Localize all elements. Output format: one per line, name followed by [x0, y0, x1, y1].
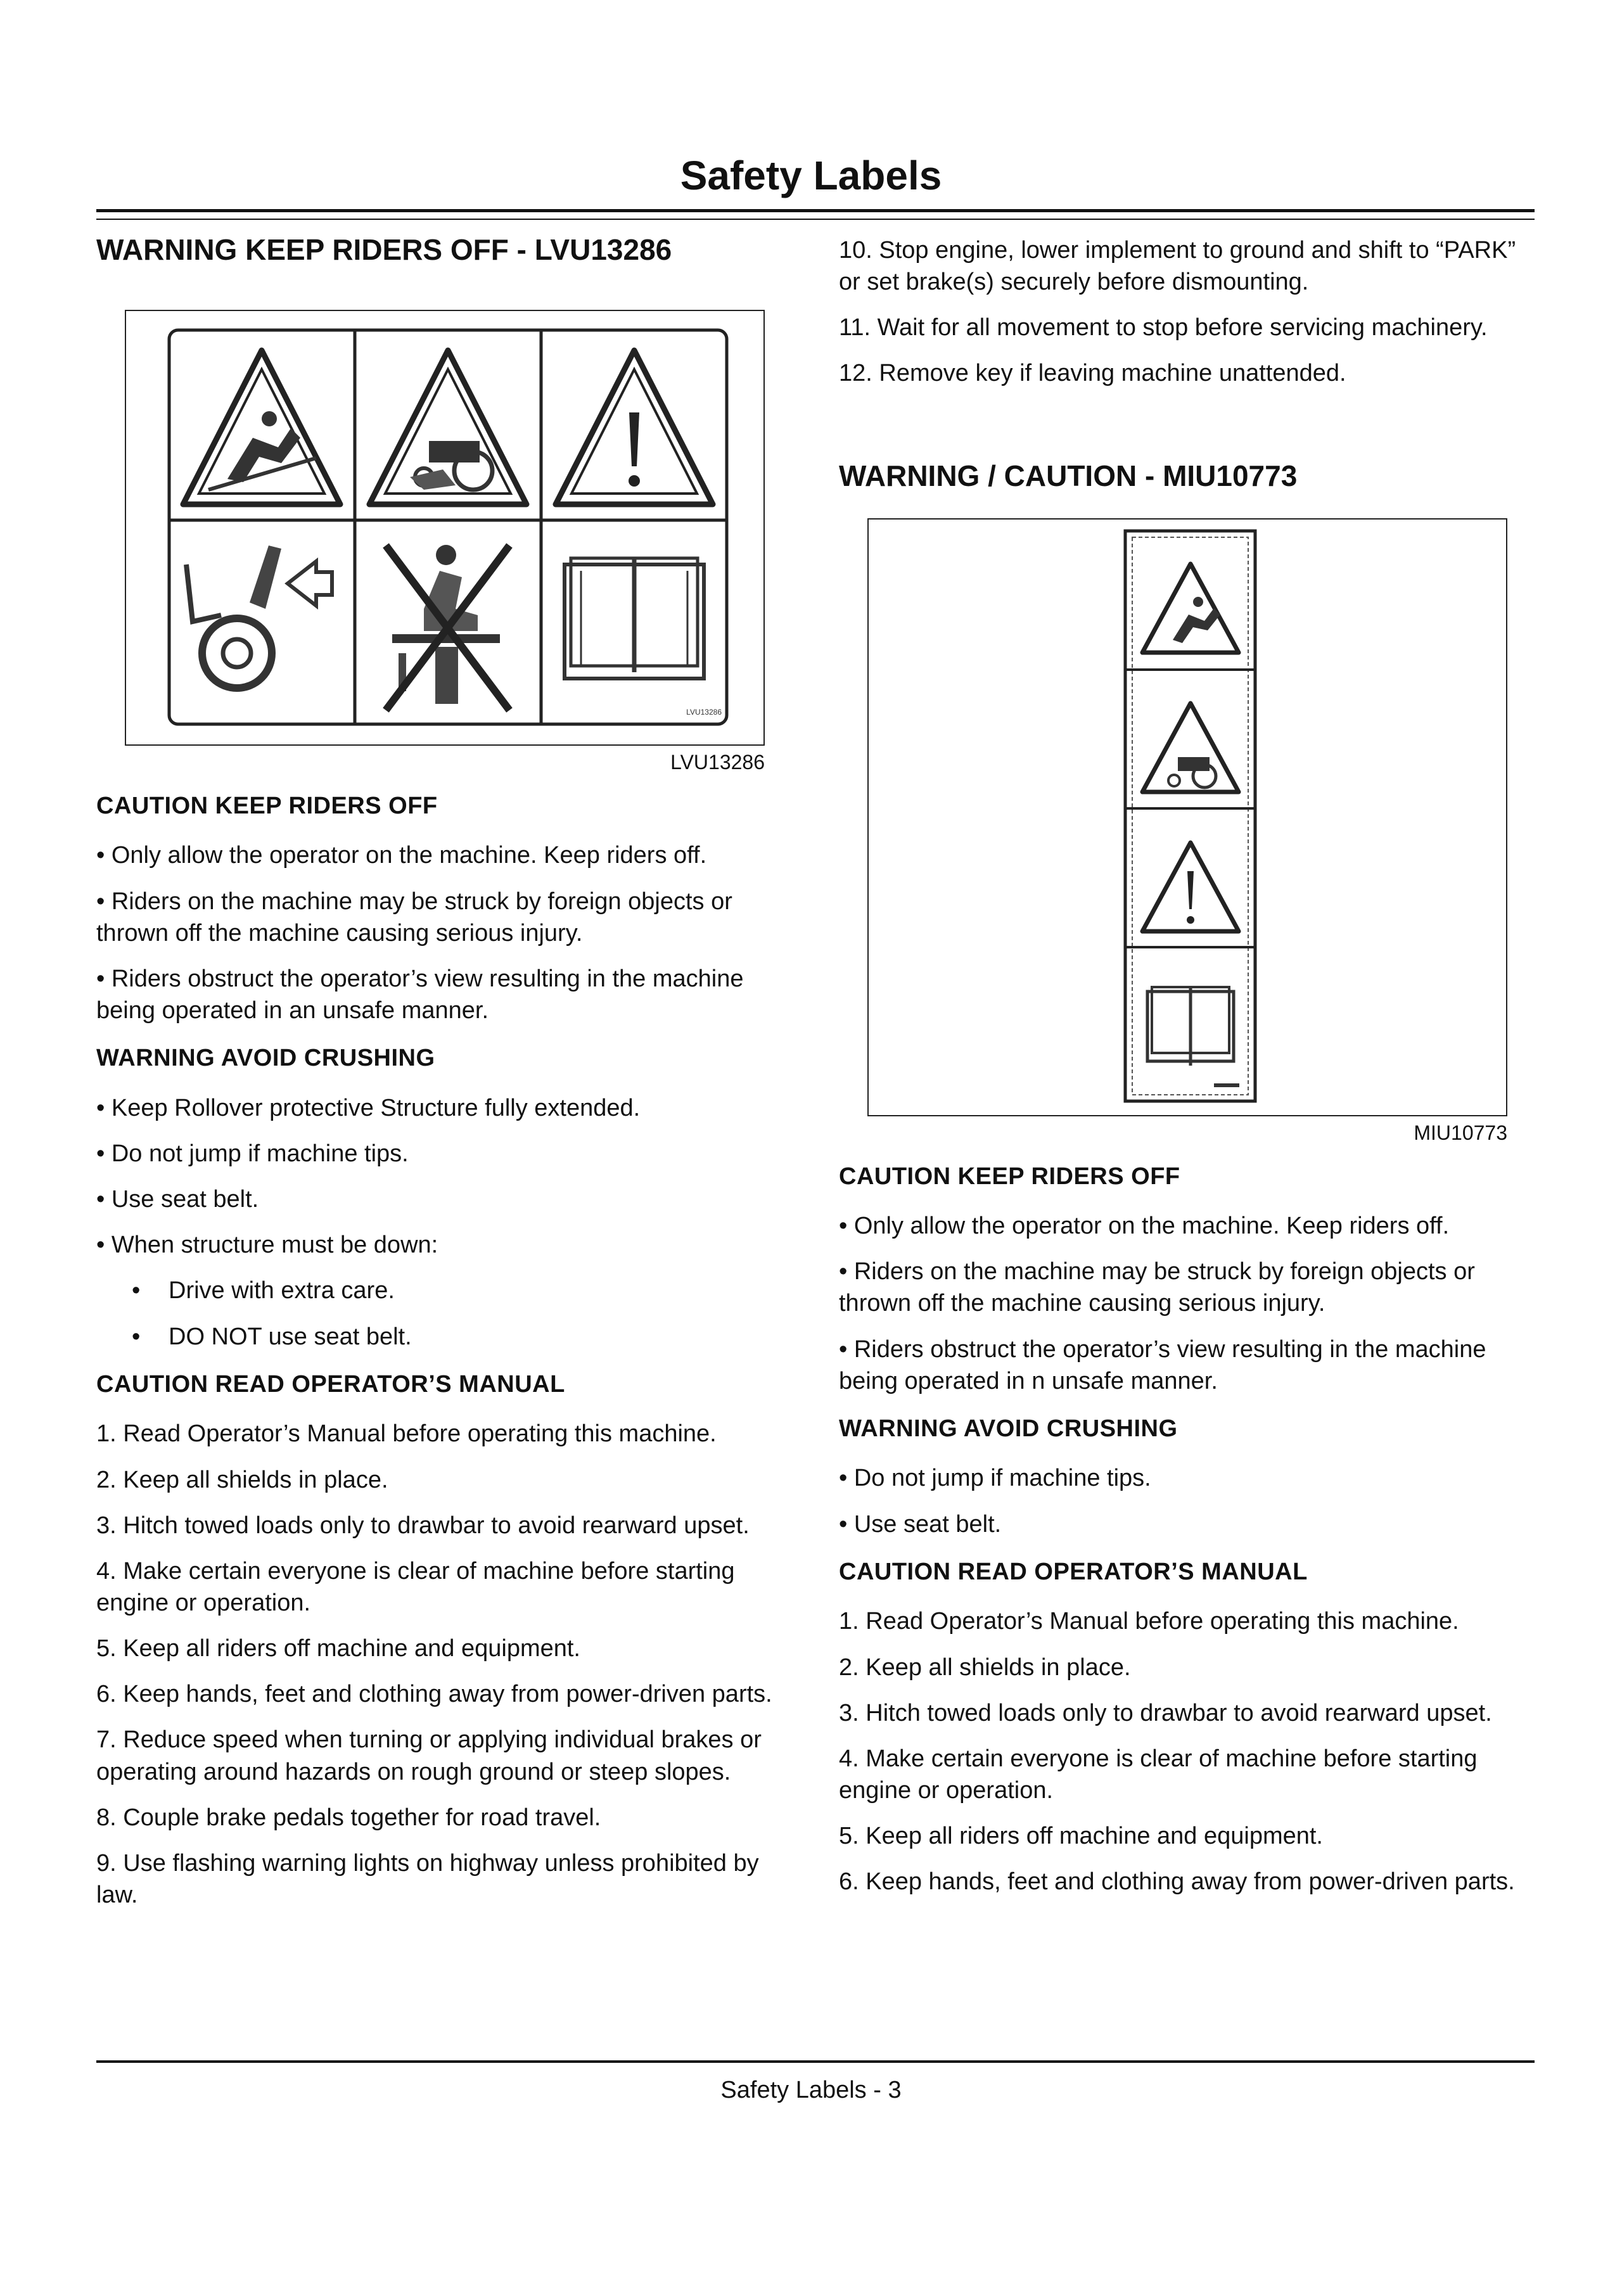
right-column — [839, 234, 1542, 1911]
right-line: 11. Wait for all movement to stop before servicing machinery. — [839, 314, 1488, 341]
left-line: 6. Keep hands, feet and clothing away from power-driven parts. — [96, 1681, 772, 1708]
left-section-title: CAUTION KEEP RIDERS OFF — [96, 792, 438, 819]
lvu13286-decal-illustration — [126, 311, 763, 744]
right-heading: WARNING / CAUTION - MIU10773 — [839, 459, 1298, 492]
left-line: 5. Keep all riders off machine and equipment. — [96, 1635, 580, 1662]
exclamation-warning-icon — [556, 350, 713, 504]
right-line: 1. Read Operator’s Manual before operating this machine. — [839, 1608, 1459, 1635]
left-heading: WARNING KEEP RIDERS OFF - LVU13286 — [96, 233, 672, 266]
operator-manual-book-icon — [1147, 987, 1234, 1066]
rollover-structure-icon — [186, 545, 332, 688]
right-line: • Use seat belt. — [839, 1510, 1002, 1538]
left-section-title: WARNING AVOID CRUSHING — [96, 1045, 435, 1072]
right-line: 2. Keep all shields in place. — [839, 1654, 1131, 1681]
right-line: 10. Stop engine, lower implement to ground and shift to “PARK” or set brake(s) securely before dismounting. — [839, 237, 1516, 296]
right-line: 6. Keep hands, feet and clothing away from power-driven parts. — [839, 1868, 1515, 1896]
right-line: • Only allow the operator on the machine. Keep riders off. — [839, 1213, 1450, 1240]
left-line: • Use seat belt. — [96, 1186, 259, 1213]
left-line: 9. Use flashing warning lights on highway unless prohibited by law. — [96, 1849, 759, 1909]
left-line: • Do not jump if machine tips. — [96, 1140, 409, 1168]
left-section-manual — [96, 1370, 800, 1911]
right-line: 4. Make certain everyone is clear of machine before starting engine or operation. — [839, 1745, 1478, 1804]
left-section-riders — [96, 792, 800, 1026]
miu10773-decal-illustration — [869, 520, 1506, 1115]
left-line: • Only allow the operator on the machine. Keep riders off. — [96, 842, 707, 869]
left-line: 8. Couple brake pedals together for road travel. — [96, 1804, 601, 1831]
page-title: Safety Labels — [680, 153, 942, 198]
runover-warning-icon — [1142, 703, 1239, 792]
right-line: • Riders on the machine may be struck by foreign objects or thrown off the machine causing serious injury. — [839, 1258, 1475, 1317]
lvu13286-figure — [125, 310, 765, 774]
right-section-title: WARNING AVOID CRUSHING — [839, 1415, 1178, 1442]
right-line: • Riders obstruct the operator’s view resulting in the machine being operated in n unsafe manner. — [839, 1336, 1486, 1394]
rider-fall-warning-icon — [1142, 564, 1239, 653]
left-column — [96, 233, 800, 1925]
left-line: 7. Reduce speed when turning or applying individual brakes or operating around hazards on rough ground or steep slopes. — [96, 1726, 762, 1785]
right-section-crushing — [839, 1415, 1542, 1540]
title-rule-thin — [96, 219, 1535, 220]
right-section-riders — [839, 1163, 1542, 1397]
right-section-title: CAUTION KEEP RIDERS OFF — [839, 1163, 1180, 1190]
miu10773-caption: MIU10773 — [1414, 1121, 1507, 1144]
miu10773-figure — [867, 518, 1507, 1145]
lvu13286-tag: LVU13286 — [686, 707, 722, 717]
footer-rule — [96, 2060, 1535, 2063]
exclamation-warning-icon — [1142, 843, 1239, 931]
page-footer: Safety Labels - 3 — [720, 2077, 902, 2103]
left-subbullet: • Drive with extra care. — [132, 1277, 395, 1304]
right-line: 12. Remove key if leaving machine unattended. — [839, 360, 1346, 387]
miu10773-label-image — [867, 518, 1507, 1116]
left-line: • When structure must be down: — [96, 1232, 438, 1259]
left-line: 3. Hitch towed loads only to drawbar to avoid rearward upset. — [96, 1512, 750, 1539]
lvu13286-label-image — [125, 310, 765, 746]
left-line: 2. Keep all shields in place. — [96, 1466, 388, 1493]
left-line: • Riders on the machine may be struck by foreign objects or thrown off the machine causing serious injury. — [96, 888, 732, 947]
operator-manual-book-icon — [565, 558, 704, 679]
left-line: • Riders obstruct the operator’s view resulting in the machine being operated in an unsafe manner. — [96, 965, 744, 1024]
left-section-title: CAUTION READ OPERATOR’S MANUAL — [96, 1370, 565, 1398]
runover-warning-icon — [369, 350, 527, 504]
rider-fall-warning-icon — [183, 350, 340, 504]
right-section-manual — [839, 1558, 1542, 1898]
right-section-title: CAUTION READ OPERATOR’S MANUAL — [839, 1558, 1308, 1585]
left-line: 1. Read Operator’s Manual before operating this machine. — [96, 1420, 717, 1448]
right-line: • Do not jump if machine tips. — [839, 1465, 1151, 1492]
left-subbullet: • DO NOT use seat belt. — [132, 1323, 412, 1350]
title-rule — [96, 209, 1535, 212]
left-line: 4. Make certain everyone is clear of machine before starting engine or operation. — [96, 1557, 735, 1617]
left-line: • Keep Rollover protective Structure fully extended. — [96, 1094, 641, 1121]
lvu13286-caption: LVU13286 — [670, 750, 765, 774]
right-line: 5. Keep all riders off machine and equipment. — [839, 1823, 1323, 1850]
no-riders-icon — [386, 545, 509, 710]
left-section-crushing — [96, 1044, 800, 1353]
right-line: 3. Hitch towed loads only to drawbar to avoid rearward upset. — [839, 1699, 1492, 1726]
